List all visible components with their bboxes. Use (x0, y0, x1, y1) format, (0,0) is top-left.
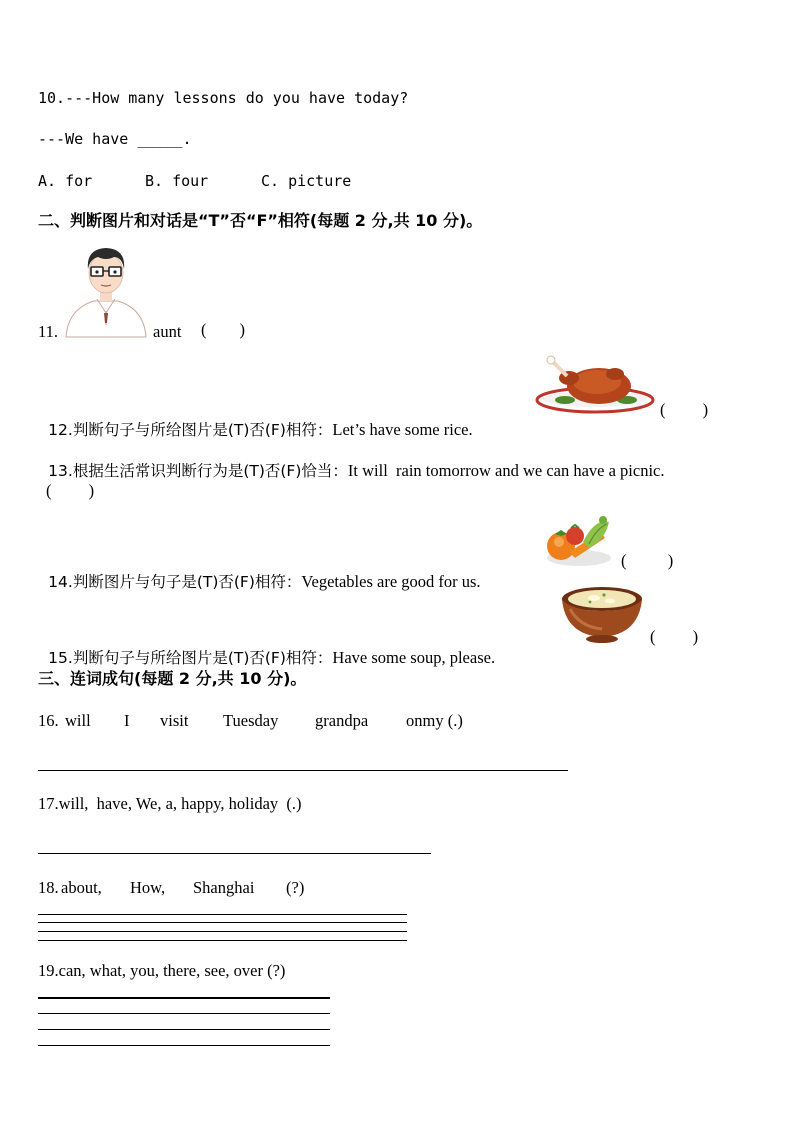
q10-question: 10.---How many lessons do you have today? (38, 89, 409, 107)
q19-answer-line-3[interactable] (38, 1029, 330, 1030)
q16-word-3: visit (160, 711, 189, 730)
q16-word-2: I (124, 711, 130, 730)
q13-prefix: 13.根据生活常识判断行为是(T)否(F)恰当： (48, 462, 348, 480)
q12-prefix: 12.判断句子与所给图片是(T)否(F)相符： (48, 421, 333, 439)
q12-answer-bracket[interactable]: ( ) (660, 400, 709, 419)
q18-word-2: How, (130, 878, 166, 897)
q14 (38, 552, 481, 592)
q13-sentence: It will rain tomorrow and we can have a picnic. (347, 461, 665, 480)
q16-word-5: grandpa (315, 711, 369, 730)
q18-word-1: about, (61, 878, 102, 897)
q10-answer-line: ---We have _____. (38, 130, 192, 148)
q18-number: 18. (38, 878, 59, 897)
q18-word-3: Shanghai (193, 878, 255, 897)
q18-answer-line-4[interactable] (38, 940, 407, 941)
q19-answer-line-1[interactable] (38, 997, 330, 999)
q15-sentence: Have some soup, please. (332, 648, 496, 667)
q13 (38, 441, 665, 481)
q18-answer-line-3[interactable] (38, 931, 407, 932)
section2-heading: 二、判断图片和对话是“T”否“F”相符(每题 2 分,共 10 分)。 (38, 211, 483, 230)
q11-answer-bracket[interactable]: ( ) (201, 320, 245, 339)
q11-word: aunt (153, 322, 182, 341)
vegetables-image (543, 512, 615, 568)
q15-answer-bracket[interactable]: ( ) (650, 627, 699, 646)
q16-number: 16. (38, 711, 59, 730)
soup-bowl-image (560, 583, 644, 645)
man-with-glasses-image (64, 243, 148, 339)
q11-number: 11. (38, 322, 59, 341)
q18-word-4: (?) (286, 878, 305, 897)
q14-prefix: 14.判断图片与句子是(T)否(F)相符： (48, 573, 302, 591)
roast-turkey-image (535, 352, 655, 416)
q14-sentence: Vegetables are good for us. (301, 572, 481, 591)
q19-text: 19.can, what, you, there, see, over (?) (38, 961, 286, 980)
q16-word-6: onmy (.) (406, 711, 463, 730)
q19-answer-line-2[interactable] (38, 1013, 330, 1014)
q18-answer-line-2[interactable] (38, 922, 407, 923)
q13-answer-bracket[interactable]: ( ) (46, 481, 95, 500)
q10-option-c: C. picture (261, 172, 352, 190)
q17-answer-line[interactable] (38, 853, 431, 854)
q16-word-4: Tuesday (223, 711, 279, 730)
q14-answer-bracket[interactable]: ( ) (621, 551, 674, 570)
q16-answer-line[interactable] (38, 770, 568, 771)
q10-option-a: A. for (38, 172, 93, 190)
section3-heading: 三、连词成句(每题 2 分,共 10 分)。 (38, 669, 307, 688)
q10-option-b: B. four (145, 172, 209, 190)
q15 (38, 628, 495, 668)
q16-word-1: will (65, 711, 91, 730)
q15-prefix: 15.判断句子与所给图片是(T)否(F)相符： (48, 649, 333, 667)
q12-sentence: Let’s have some rice. (332, 420, 473, 439)
q18-answer-line-1[interactable] (38, 914, 407, 915)
q17-text: 17.will, have, We, a, happy, holiday (.) (38, 794, 302, 813)
q12 (38, 400, 473, 440)
q19-answer-line-4[interactable] (38, 1045, 330, 1046)
